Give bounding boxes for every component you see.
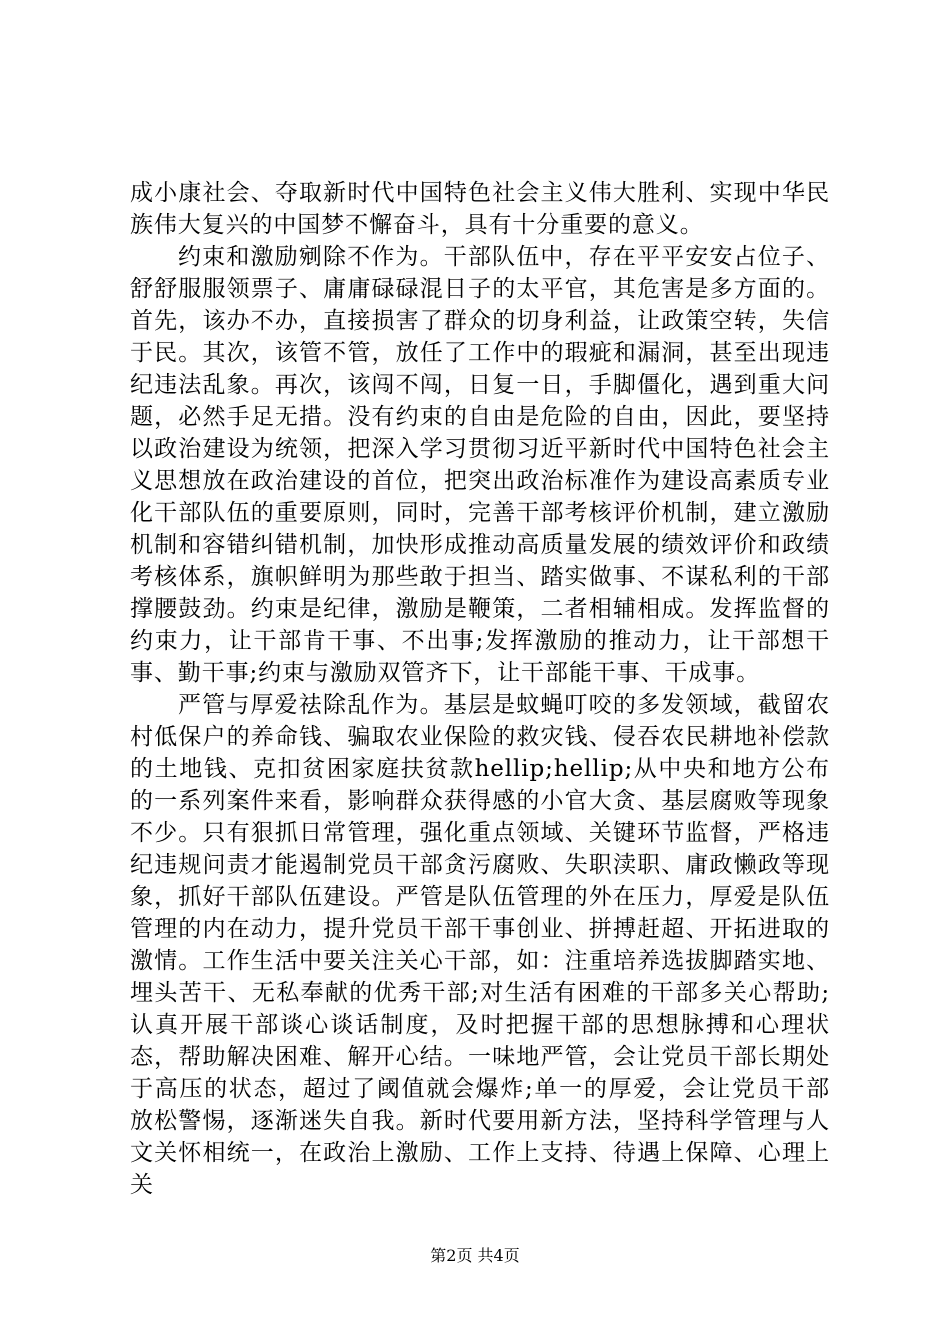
document-body	[130, 177, 830, 1201]
page-footer	[0, 1245, 950, 1267]
paragraph-continuation: 成小康社会、夺取新时代中国特色社会主义伟大胜利、实现中华民族伟大复兴的中国梦不懈奋斗，具有十分重要的意义。	[130, 180, 830, 238]
page-indicator: 第2页 共4页	[430, 1246, 520, 1265]
paragraph-restraint-incentive: 约束和激励剜除不作为。干部队伍中，存在平平安安占位子、舒舒服服领票子、庸庸碌碌混日子的太平官，其危害是多方面的。首先，该办不办，直接损害了群众的切身利益，让政策空转，失信于民。其次，该管不管，放任了工作中的瑕疵和漏洞，甚至出现违纪违法乱象。再次，该闯不闯，日复一日，手脚僵化，遇到重大问题，必然手足无措。没有约束的自由是危险的自由，因此，要坚持以政治建设为统领，把深入学习贯彻习近平新时代中国特色社会主义思想放在政治建设的首位，把突出政治标准作为建设高素质专业化干部队伍的重要原则，同时，完善干部考核评价机制，建立激励机制和容错纠错机制，加快形成推动高质量发展的绩效评价和政绩考核体系，旗帜鲜明为那些敢于担当、踏实做事、不谋私利的干部撑腰鼓劲。约束是纪律，激励是鞭策，二者相辅相成。发挥监督的约束力，让干部肯干事、不出事;发挥激励的推动力，让干部想干事、勤干事;约束与激励双管齐下，让干部能干事、干成事。	[130, 244, 830, 686]
paragraph-strict-care: 严管与厚爱祛除乱作为。基层是蚊蝇叮咬的多发领域，截留农村低保户的养命钱、骗取农业保险的救灾钱、侵吞农民耕地补偿款的土地钱、克扣贫困家庭扶贫款hellip;hellip;从中央和地方公布的一系列案件来看，影响群众获得感的小官大贪、基层腐败等现象不少。只有狠抓日常管理，强化重点领域、关键环节监督，严格违纪违规问责才能遏制党员干部贪污腐败、失职渎职、庸政懒政等现象，抓好干部队伍建设。严管是队伍管理的外在压力，厚爱是队伍管理的内在动力，提升党员干部干事创业、拼搏赶超、开拓进取的激情。工作生活中要关注关心干部，如：注重培养选拔脚踏实地、埋头苦干、无私奉献的优秀干部;对生活有困难的干部多关心帮助;认真开展干部谈心谈话制度，及时把握干部的思想脉搏和心理状态，帮助解决困难、解开心结。一味地严管，会让党员干部长期处于高压的状态，超过了阈值就会爆炸;单一的厚爱，会让党员干部放松警惕，逐渐迷失自我。新时代要用新方法，坚持科学管理与人文关怀相统一，在政治上激励、工作上支持、待遇上保障、心理上关	[130, 692, 830, 1198]
